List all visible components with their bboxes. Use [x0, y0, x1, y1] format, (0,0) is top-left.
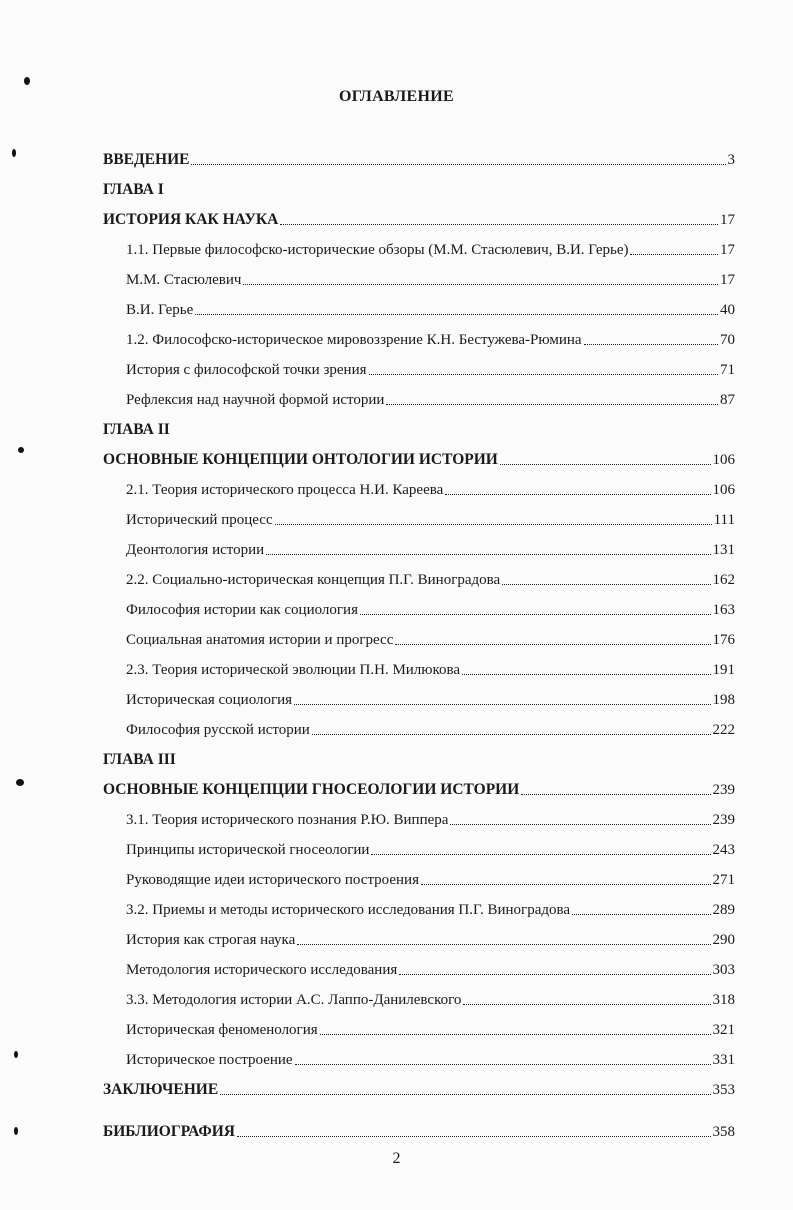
toc-entry-page: 243: [712, 842, 735, 858]
toc-entry[interactable]: [126, 960, 735, 980]
dot-leader: [399, 974, 710, 975]
scan-speck: [24, 77, 30, 85]
toc-entry-page: 239: [712, 782, 735, 798]
dot-leader: [500, 464, 711, 465]
toc-entry-page: 106: [712, 482, 735, 498]
toc-section-entry[interactable]: [103, 150, 735, 170]
dot-leader: [371, 854, 710, 855]
dot-leader: [450, 824, 710, 825]
dot-leader: [312, 734, 711, 735]
toc-entry-label: М.М. Стасюлевич: [126, 272, 242, 288]
toc-entry-label: ОСНОВНЫЕ КОНЦЕПЦИИ ОНТОЛОГИИ ИСТОРИИ: [103, 451, 498, 468]
toc-entry[interactable]: [126, 270, 735, 290]
toc-entry-page: 318: [712, 992, 735, 1008]
toc-entry-label: БИБЛИОГРАФИЯ: [103, 1123, 235, 1140]
toc-entry[interactable]: [126, 570, 735, 590]
toc-entry-label: В.И. Герье: [126, 302, 194, 318]
toc-entry-page: 87: [720, 392, 735, 408]
toc-entry-label: 2.2. Социально-историческая концепция П.Г. Виноградова: [126, 572, 501, 588]
toc-entry-label: 1.1. Первые философско-исторические обзоры (М.М. Стасюлевич, В.И. Герье): [126, 242, 629, 258]
toc-entry-page: 239: [712, 812, 735, 828]
toc-entry-label: ВВЕДЕНИЕ: [103, 151, 190, 168]
dot-leader: [243, 284, 718, 285]
toc-entry-label: Философия русской истории: [126, 722, 310, 738]
toc-entry-page: 131: [712, 542, 735, 558]
dot-leader: [320, 1034, 711, 1035]
toc-section-entry[interactable]: [103, 1080, 735, 1100]
dot-leader: [191, 164, 725, 165]
dot-leader: [294, 704, 710, 705]
dot-leader: [280, 224, 718, 225]
dot-leader: [195, 314, 718, 315]
toc-entry-label: Деонтология истории: [126, 542, 265, 558]
toc-entry-label: Методология исторического исследования: [126, 962, 398, 978]
toc-chapter-heading: ГЛАВА I: [103, 181, 164, 198]
dot-leader: [462, 674, 710, 675]
toc-entry-label: Руководящие идеи исторического построения: [126, 872, 419, 888]
toc-entry[interactable]: [126, 720, 735, 740]
dot-leader: [386, 404, 718, 405]
toc-entry-page: 303: [712, 962, 735, 978]
dot-leader: [521, 794, 710, 795]
toc-entry[interactable]: [126, 930, 735, 950]
toc-entry-label: История как строгая наука: [126, 932, 296, 948]
toc-chapter-heading: ГЛАВА III: [103, 751, 176, 768]
toc-entry-page: 358: [712, 1124, 735, 1140]
toc-entry-page: 198: [712, 692, 735, 708]
toc-entry-page: 353: [712, 1082, 735, 1098]
dot-leader: [445, 494, 710, 495]
page-number: 2: [392, 1150, 401, 1167]
toc-entry-label: Философия истории как социология: [126, 602, 358, 618]
toc-entry[interactable]: [126, 810, 735, 830]
scan-speck: [18, 447, 24, 453]
toc-entry-page: 17: [720, 242, 735, 258]
toc-section-entry[interactable]: [103, 1122, 735, 1142]
toc-entry-label: 2.1. Теория исторического процесса Н.И. Кареева: [126, 482, 444, 498]
toc-entry[interactable]: [126, 540, 735, 560]
toc-entry-page: 40: [720, 302, 735, 318]
toc-entry-page: 106: [712, 452, 735, 468]
toc-entry[interactable]: [126, 900, 735, 920]
toc-entry-label: ИСТОРИЯ КАК НАУКА: [103, 211, 279, 228]
toc-entry[interactable]: [126, 870, 735, 890]
toc-entry-label: Историческое построение: [126, 1052, 293, 1068]
dot-leader: [297, 944, 710, 945]
page-title: ОГЛАВЛЕНИЕ: [339, 88, 454, 105]
toc-entry[interactable]: [126, 480, 735, 500]
toc-entry-label: История с философской точки зрения: [126, 362, 367, 378]
dot-leader: [502, 584, 710, 585]
toc-entry-page: 290: [712, 932, 735, 948]
dot-leader: [275, 524, 712, 525]
toc-entry-label: 3.1. Теория исторического познания Р.Ю. Виппера: [126, 812, 449, 828]
dot-leader: [266, 554, 710, 555]
toc-entry-label: Исторический процесс: [126, 512, 273, 528]
toc-entry-page: 162: [712, 572, 735, 588]
scan-speck: [14, 1051, 18, 1058]
toc-entry-page: 271: [712, 872, 735, 888]
dot-leader: [237, 1136, 711, 1137]
toc-chapter-heading: ГЛАВА II: [103, 421, 170, 438]
toc-entry-label: ОСНОВНЫЕ КОНЦЕПЦИИ ГНОСЕОЛОГИИ ИСТОРИИ: [103, 781, 520, 798]
toc-entry[interactable]: [126, 660, 735, 680]
toc-entry-page: 17: [720, 272, 735, 288]
toc-entry[interactable]: [126, 240, 735, 260]
dot-leader: [584, 344, 718, 345]
toc-entry-label: 3.2. Приемы и методы исторического исследования П.Г. Виноградова: [126, 902, 571, 918]
toc-entry[interactable]: [126, 1050, 735, 1070]
toc-entry-label: Историческая феноменология: [126, 1022, 318, 1038]
dot-leader: [463, 1004, 710, 1005]
toc-entry-page: 111: [713, 512, 735, 528]
toc-entry-page: 331: [712, 1052, 735, 1068]
toc-entry-page: 17: [720, 212, 735, 228]
toc-entry[interactable]: [126, 600, 735, 620]
toc-entry-page: 321: [712, 1022, 735, 1038]
toc-entry-page: 163: [712, 602, 735, 618]
toc-entry[interactable]: [126, 990, 735, 1010]
toc-entry[interactable]: [126, 360, 735, 380]
toc-entry[interactable]: [126, 840, 735, 860]
toc-entry-page: 3: [727, 152, 735, 168]
scan-speck: [16, 779, 24, 786]
toc-entry[interactable]: [126, 390, 735, 410]
toc-entry[interactable]: [126, 300, 735, 320]
toc-entry-label: 2.3. Теория исторической эволюции П.Н. Милюкова: [126, 662, 461, 678]
scan-speck: [14, 1127, 18, 1135]
toc-section-entry[interactable]: [103, 210, 735, 230]
toc-entry-label: 3.3. Методология истории А.С. Лаппо-Данилевского: [126, 992, 462, 1008]
toc-section-entry[interactable]: [103, 780, 735, 800]
toc-entry[interactable]: [126, 330, 735, 350]
toc-entry[interactable]: [126, 690, 735, 710]
toc-entry-page: 191: [712, 662, 735, 678]
toc-entry-page: 70: [720, 332, 735, 348]
dot-leader: [295, 1064, 711, 1065]
toc-entry[interactable]: [126, 630, 735, 650]
toc-section-entry[interactable]: [103, 450, 735, 470]
toc-entry-label: Социальная анатомия истории и прогресс: [126, 632, 394, 648]
toc-entry-label: Историческая социология: [126, 692, 293, 708]
toc-entry-label: 1.2. Философско-историческое мировоззрение К.Н. Бестужева-Рюмина: [126, 332, 582, 348]
toc-entry[interactable]: [126, 510, 735, 530]
toc-entry-label: ЗАКЛЮЧЕНИЕ: [103, 1081, 219, 1098]
scan-speck: [12, 149, 16, 157]
dot-leader: [630, 254, 718, 255]
toc-entry-page: 176: [712, 632, 735, 648]
dot-leader: [360, 614, 711, 615]
dot-leader: [220, 1094, 710, 1095]
dot-leader: [421, 884, 711, 885]
toc-entry-page: 289: [712, 902, 735, 918]
dot-leader: [369, 374, 719, 375]
dot-leader: [572, 914, 710, 915]
toc-entry-page: 71: [720, 362, 735, 378]
dot-leader: [395, 644, 710, 645]
toc-entry-label: Принципы исторической гносеологии: [126, 842, 370, 858]
toc-entry[interactable]: [126, 1020, 735, 1040]
toc-entry-page: 222: [712, 722, 735, 738]
toc-entry-label: Рефлексия над научной формой истории: [126, 392, 385, 408]
